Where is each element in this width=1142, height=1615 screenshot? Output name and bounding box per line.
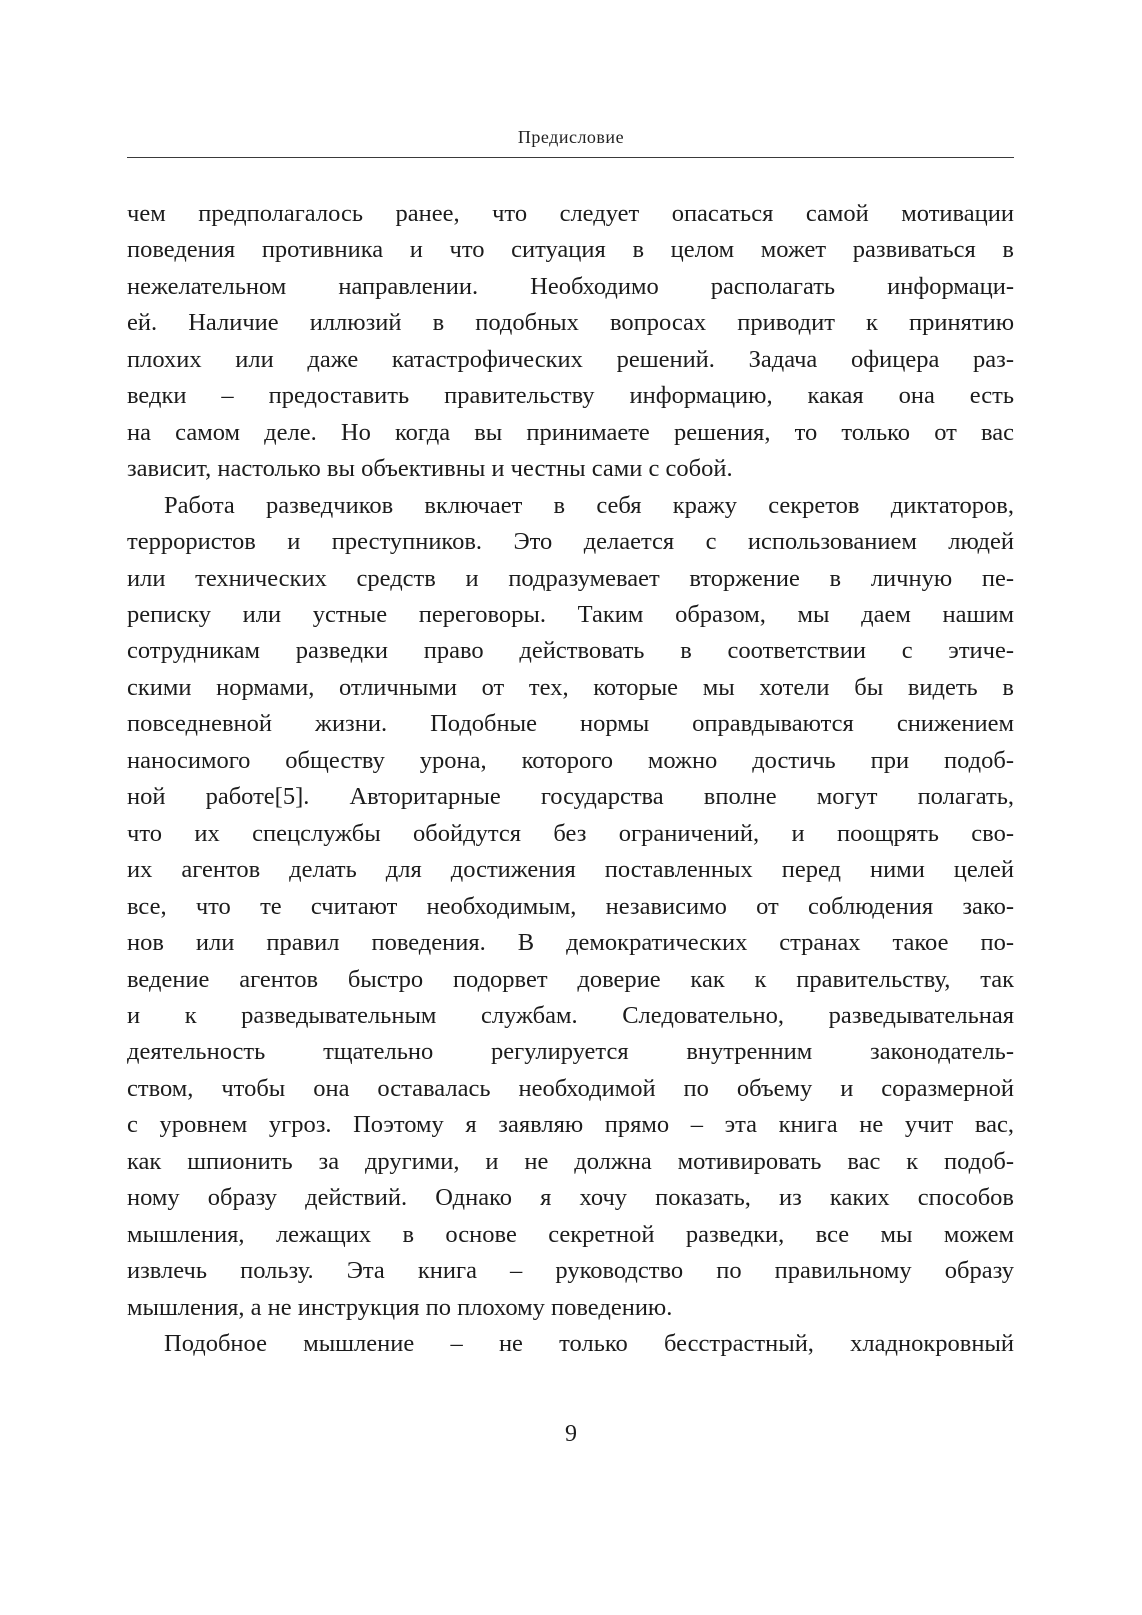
text-line: деятельность тщательно регулируется внутренним законодатель- bbox=[127, 1038, 1014, 1066]
text-line: ей. Наличие иллюзий в подобных вопросах приводит к принятию bbox=[127, 309, 1014, 337]
text-line: сотрудникам разведки право действовать в соответствии с этиче- bbox=[127, 637, 1014, 665]
text-line: извлечь пользу. Эта книга – руководство по правильному образу bbox=[127, 1257, 1014, 1285]
text-line: реписку или устные переговоры. Таким образом, мы даем нашим bbox=[127, 600, 1014, 628]
text-line: зависит, настолько вы объективны и честны сами с собой. bbox=[127, 455, 733, 483]
text-line: Работа разведчиков включает в себя кражу секретов диктаторов, bbox=[164, 491, 1014, 519]
text-line: их агентов делать для достижения поставленных перед ними целей bbox=[127, 856, 1014, 884]
text-line: как шпионить за другими, и не должна мотивировать вас к подоб- bbox=[127, 1147, 1014, 1175]
text-line: или технических средств и подразумевает вторжение в личную пе- bbox=[127, 564, 1014, 592]
text-line: ному образу действий. Однако я хочу показать, из каких способов bbox=[127, 1184, 1014, 1212]
header-divider bbox=[127, 157, 1014, 158]
running-head: Предисловие bbox=[517, 127, 625, 147]
text-line: повседневной жизни. Подобные нормы оправдываются снижением bbox=[127, 710, 1014, 738]
text-line: ведки – предоставить правительству информацию, какая она есть bbox=[127, 382, 1014, 410]
paragraph bbox=[127, 196, 1014, 488]
text-line: ведение агентов быстро подорвет доверие как к правительству, так bbox=[127, 965, 1014, 993]
text-line: на самом деле. Но когда вы принимаете решения, то только от вас bbox=[127, 418, 1014, 446]
text-line: и к разведывательным службам. Следовательно, разведывательная bbox=[127, 1001, 1014, 1029]
text-line: ной работе[5]. Авторитарные государства вполне могут полагать, bbox=[127, 783, 1014, 811]
text-line: плохих или даже катастрофических решений. Задача офицера раз- bbox=[127, 345, 1014, 373]
paragraph bbox=[127, 1326, 1014, 1362]
page-number: 9 bbox=[565, 1421, 577, 1447]
page-body bbox=[127, 196, 1014, 1363]
paragraph bbox=[127, 488, 1014, 1326]
text-line: что их спецслужбы обойдутся без ограничений, и поощрять сво- bbox=[127, 819, 1014, 847]
text-line: Подобное мышление – не только бесстрастный, хладнокровный bbox=[164, 1330, 1014, 1358]
text-line: мышления, а не инструкция по плохому поведению. bbox=[127, 1293, 673, 1321]
text-line: мышления, лежащих в основе секретной разведки, все мы можем bbox=[127, 1220, 1014, 1248]
text-line: нов или правил поведения. В демократических странах такое по- bbox=[127, 929, 1014, 957]
text-line: террористов и преступников. Это делается с использованием людей bbox=[127, 528, 1014, 556]
text-line: наносимого обществу урона, которого можно достичь при подоб- bbox=[127, 746, 1014, 774]
text-line: чем предполагалось ранее, что следует опасаться самой мотивации bbox=[127, 200, 1014, 227]
text-line: ством, чтобы она оставалась необходимой по объему и соразмерной bbox=[127, 1074, 1014, 1102]
text-line: нежелательном направлении. Необходимо располагать информаци- bbox=[127, 272, 1014, 300]
text-line: с уровнем угроз. Поэтому я заявляю прямо – эта книга не учит вас, bbox=[127, 1111, 1014, 1139]
text-line: скими нормами, отличными от тех, которые мы хотели бы видеть в bbox=[127, 673, 1014, 701]
text-line: все, что те считают необходимым, независимо от соблюдения зако- bbox=[127, 892, 1014, 920]
text-line: поведения противника и что ситуация в целом может развиваться в bbox=[127, 236, 1014, 264]
